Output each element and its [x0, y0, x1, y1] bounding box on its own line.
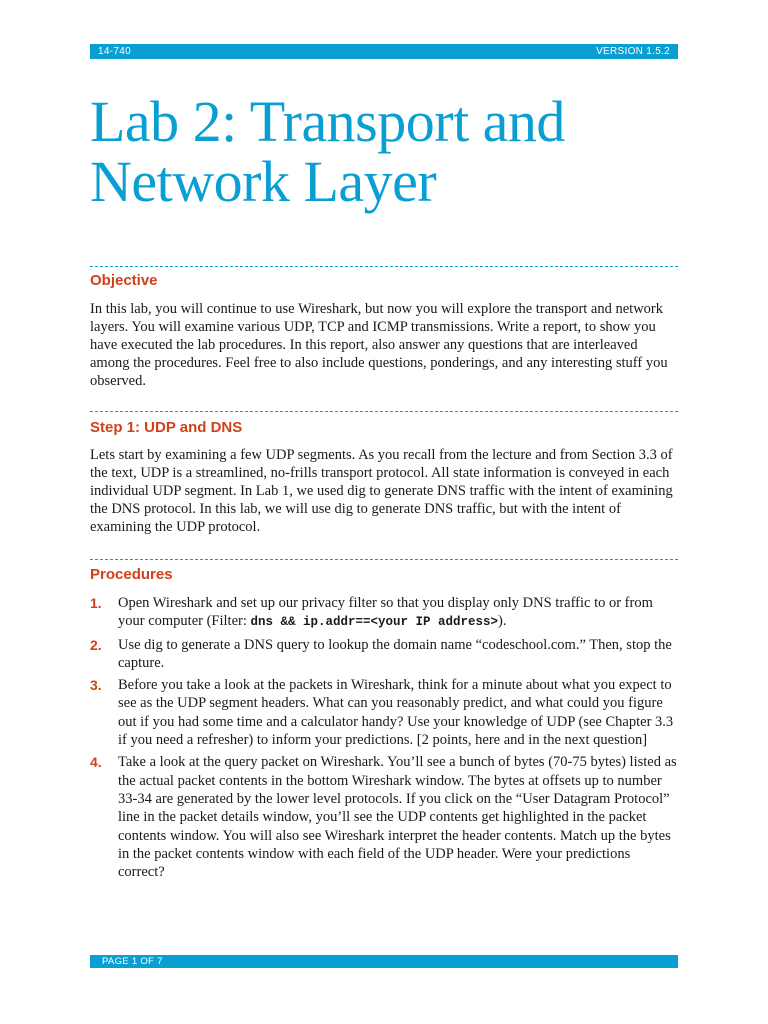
list-item — [90, 753, 680, 881]
course-number: 14-740 — [98, 46, 131, 57]
list-item — [90, 676, 680, 749]
version-label: VERSION 1.5.2 — [596, 46, 670, 57]
item-text: Take a look at the query packet on Wireshark. You’ll see a bunch of bytes (70-75 bytes) listed as the actual packet contents in the bottom Wireshark window. The bytes at offsets up to number 33-34 are generated by the lower level protocols. If you click on the “User Datagram Protocol” line in the packet details window, you’ll see the UDP contents get highlighted in the packet contents window. You will also see Wireshark interpret the header contents. Match up the bytes in the packet contents window with each field of the UDP header. Were your predictions correct? — [118, 754, 677, 881]
item-text: Before you take a look at the packets in Wireshark, think for a minute about what you expect to see as the UDP segment headers. What can you reasonably predict, and what could you figure out if you had some time and a calculator handy? Use your knowledge of UDP (see Chapter 3.3 if you need a refresher) to inform your predictions. [2 points, here and in the next question] — [118, 677, 674, 749]
objective-heading: Objective — [90, 272, 158, 289]
item-number: 3. — [90, 677, 102, 694]
page-number: PAGE 1 OF 7 — [102, 956, 163, 967]
divider — [90, 411, 678, 412]
item-text: Open Wireshark and set up our privacy filter so that you display only DNS traffic to or from your computer (Filter: dns && ip.addr==<your IP address>). — [118, 595, 653, 630]
page-title: Lab 2: Transport and Network Layer — [90, 89, 565, 214]
list-item — [90, 594, 680, 632]
procedures-heading: Procedures — [90, 566, 173, 583]
list-item — [90, 636, 680, 673]
divider — [90, 559, 678, 560]
objective-text: In this lab, you will continue to use Wireshark, but now you will explore the transport and network layers. You will examine various UDP, TCP and ICMP transmissions. Write a report, to show you have executed the lab procedures. In this report, also answer any questions that are interleaved among the procedures. Feel free to also include questions, ponderings, and any interesting stuff you observed. — [90, 301, 668, 389]
procedures-list — [90, 594, 680, 885]
step1-heading: Step 1: UDP and DNS — [90, 419, 243, 436]
item-number: 2. — [90, 636, 102, 653]
item-number: 4. — [90, 754, 102, 771]
divider — [90, 266, 678, 267]
footer-bar — [90, 955, 678, 968]
filter-code: dns && ip.addr==<your IP address> — [250, 615, 499, 630]
item-text: Use dig to generate a DNS query to lookup the domain name “codeschool.com.” Then, stop the capture. — [118, 636, 672, 671]
item-number: 1. — [90, 595, 102, 611]
header-bar — [90, 44, 678, 59]
step1-text: Lets start by examining a few UDP segments. As you recall from the lecture and from Section 3.3 of the text, UDP is a streamlined, no-frills transport protocol. All state information is conveyed in each individual UDP segment. In Lab 1, we used dig to generate DNS traffic with the intent of examining the DNS protocol. In this lab, we will use dig to generate DNS traffic, but with the intent of examining the UDP protocol. — [90, 447, 673, 535]
